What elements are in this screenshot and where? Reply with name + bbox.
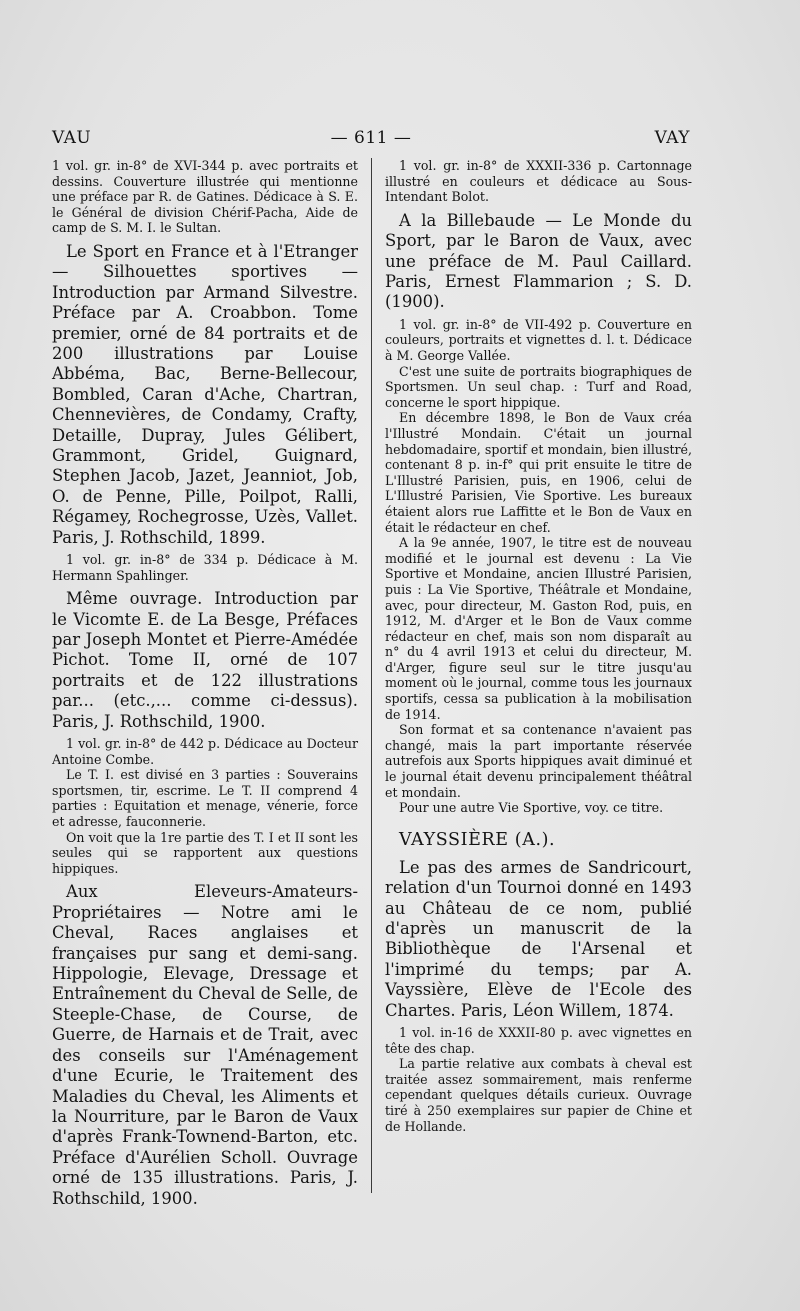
bibliographic-entry: Le Sport en France et à l'Etranger — Silhouettes sportives — Introduction par Armand Silvestre. Préface par A. Croabbon. Tome premier, orné de 84 portraits et de 200 illustrations par Louise Abbéma, Bac, Berne-Bellecour, Bombled, Caran d'Ache, Chartran, Chennevières, de Condamy, Crafty, Detaille, Dupray, Jules Gélibert, Grammont, Gridel, Guignard, Stephen Jacob, Jazet, Jeanniot, Job, O. de Penne, Pille, Poilpot, Ralli, Régamey, Rochegrosse, Uzès, Vallet. Paris, J. Rothschild, 1899. <box>52 241 358 547</box>
header-right-catchword: VAY <box>654 128 690 148</box>
bibliographic-note: La partie relative aux combats à cheval est traitée assez sommairement, mais renferme cependant quelques détails curieux. Ouvrage tiré à 250 exemplaires sur papier de Chine et de Hollande. <box>385 1056 692 1134</box>
bibliographic-note: 1 vol. gr. in-8° de XXXII-336 p. Cartonnage illustré en couleurs et dédicace au Sous-Intendant Bolot. <box>385 158 692 205</box>
bibliographic-entry: Même ouvrage. Introduction par le Vicomte E. de La Besge, Préfaces par Joseph Montet et Pierre-Amédée Pichot. Tome II, orné de 107 portraits et de 122 illustrations par... (etc.,... comme ci-dessus). Paris, J. Rothschild, 1900. <box>52 589 358 731</box>
bibliographic-note: 1 vol. gr. in-8° de VII-492 p. Couverture en couleurs, portraits et vignettes d. l. t. Dédicace à M. George Vallée. <box>385 316 692 363</box>
bibliographic-note: A la 9e année, 1907, le titre est de nouveau modifié et le journal est devenu : La Vie Sportive et Mondaine, ancien Illustré Parisien, puis : La Vie Sportive, Théâtrale et Mondaine, avec, pour directeur, M. Gaston Rod, puis, en 1912, M. d'Arger et le Bon de Vaux comme rédacteur en chef, mais son nom disparaît au n° du 4 avril 1913 et celui du directeur, M. d'Arger, figure seul sur le titre jusqu'au moment où le journal, comme tous les journaux sportifs, cessa sa publication à la mobilisation de 1914. <box>385 535 692 722</box>
page-number: — 611 — <box>330 128 412 148</box>
header-left-catchword: VAU <box>52 128 92 148</box>
bibliographic-note: 1 vol. gr. in-8° de XVI-344 p. avec portraits et dessins. Couverture illustrée qui mentionne une préface par R. de Gatines. Dédicace à S. E. le Général de division Chérif-Pacha, Aide de camp de S. M. I. le Sultan. <box>52 158 358 236</box>
running-head <box>52 128 690 154</box>
column-rule <box>371 158 372 1193</box>
bibliographic-note: En décembre 1898, le Bon de Vaux créa l'Illustré Mondain. C'était un journal hebdomadaire, sportif et mondain, bien illustré, contenant 8 p. in-f° qui prit ensuite le titre de L'Illustré Parisien, puis, en 1906, celui de L'Illustré Parisien, Vie Sportive. Les bureaux étaient alors rue Laffitte et le Bon de Vaux en était le rédacteur en chef. <box>385 410 692 535</box>
bibliographic-note: Le T. I. est divisé en 3 parties : Souverains sportsmen, tir, escrime. Le T. II comprend 4 parties : Equitation et menage, vénerie, force et adresse, fauconnerie. <box>52 767 358 830</box>
author-heading: VAYSSIÈRE (A.). <box>399 829 556 850</box>
bibliographic-entry: Le pas des armes de Sandricourt, relation d'un Tournoi donné en 1493 au Château de ce nom, publié d'après un manuscrit de la Bibliothèque de l'Arsenal et l'imprimé du temps; par A. Vayssière, Elève de l'Ecole des Chartes. Paris, Léon Willem, 1874. <box>385 857 692 1020</box>
bibliographic-entry: Aux Eleveurs-Amateurs-Propriétaires — Notre ami le Cheval, Races anglaises et françaises pur sang et demi-sang. Hippologie, Elevage, Dressage et Entraînement du Cheval de Selle, de Steeple-Chase, de Course, de Guerre, de Harnais et de Trait, avec des conseils sur l'Aménagement d'une Ecurie, le Traitement des Maladies du Cheval, les Aliments et la Nourriture, par le Baron de Vaux d'après Frank-Townend-Barton, etc. Préface d'Aurélien Scholl. Ouvrage orné de 135 illustrations. Paris, J. Rothschild, 1900. <box>52 882 358 1208</box>
bibliographic-note: Son format et sa contenance n'avaient pas changé, mais la part importante réservée autrefois aux Sports hippiques avait diminué et le journal était devenu principalement théâtral et mondain. <box>385 722 692 800</box>
bibliographic-note: 1 vol. in-16 de XXXII-80 p. avec vignettes en tête des chap. <box>385 1025 692 1056</box>
bibliographic-note: 1 vol. gr. in-8° de 442 p. Dédicace au Docteur Antoine Combe. <box>52 736 358 767</box>
right-column <box>385 158 692 1134</box>
bibliographic-note: C'est une suite de portraits biographiques de Sportsmen. Un seul chap. : Turf and Road, concerne le sport hippique. <box>385 363 692 410</box>
bibliographic-note: 1 vol. gr. in-8° de 334 p. Dédicace à M. Hermann Spahlinger. <box>52 552 358 583</box>
left-column <box>52 158 358 1213</box>
bibliographic-entry: A la Billebaude — Le Monde du Sport, par le Baron de Vaux, avec une préface de M. Paul Caillard. Paris, Ernest Flammarion ; S. D. (1900). <box>385 210 692 312</box>
bibliographic-note: On voit que la 1re partie des T. I et II sont les seules qui se rapportent aux questions hippiques. <box>52 829 358 876</box>
bibliographic-note: Pour une autre Vie Sportive, voy. ce titre. <box>399 800 664 816</box>
